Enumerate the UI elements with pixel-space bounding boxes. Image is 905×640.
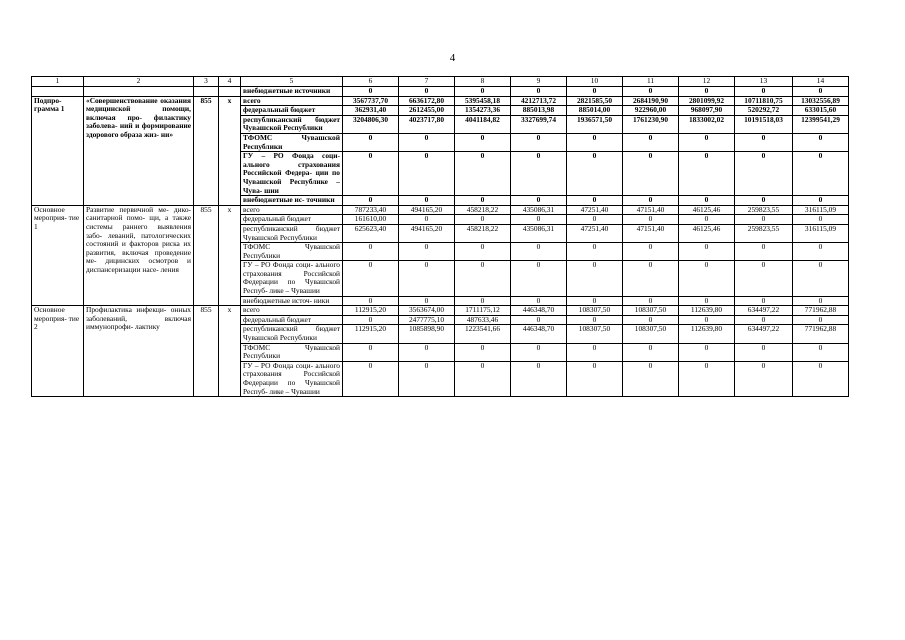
source-cell: ГУ – РО Фонда соци- ального страхования Российской Федерации по Чувашской Респуб- лике – Чувашии [241,261,343,296]
table-row [32,87,849,97]
source-cell: федеральный бюджет [241,315,343,325]
value-cell: 0 [679,315,735,325]
value-cell: 6636172,80 [399,96,455,106]
value-cell: 0 [735,152,793,196]
value-cell: 0 [793,315,849,325]
header-row [32,77,849,87]
value-cell: 0 [793,296,849,306]
value-cell: 0 [623,296,679,306]
value-cell: 0 [455,296,511,306]
header-cell: 5 [241,77,343,87]
value-cell: 1354273,36 [455,106,511,116]
value-cell: 112915,20 [343,325,399,343]
value-cell: 1223541,66 [455,325,511,343]
value-cell: 0 [793,133,849,151]
value-cell: 0 [567,296,623,306]
value-cell: 0 [567,343,623,361]
value-cell: 1936571,50 [567,115,623,133]
value-cell: 634497,22 [735,306,793,316]
value-cell: 0 [735,261,793,296]
empty-cell [219,87,241,97]
value-cell: 0 [567,315,623,325]
value-cell: 0 [623,361,679,396]
value-cell: 0 [399,133,455,151]
header-cell: 10 [567,77,623,87]
value-cell: 0 [343,296,399,306]
value-cell: 108307,50 [623,325,679,343]
value-cell: 968097,90 [679,106,735,116]
value-cell: 47251,40 [567,205,623,215]
code-cell: 855 [194,306,219,397]
value-cell: 0 [679,261,735,296]
value-cell: 0 [735,361,793,396]
value-cell: 0 [679,296,735,306]
empty-cell [84,87,194,97]
value-cell: 0 [511,243,567,261]
value-cell: 46125,46 [679,224,735,242]
value-cell: 0 [567,196,623,206]
value-cell: 0 [623,215,679,225]
value-cell: 316115,09 [793,205,849,215]
value-cell: 10711810,75 [735,96,793,106]
value-cell: 112639,80 [679,325,735,343]
table-body [32,77,849,397]
value-cell: 771962,88 [793,325,849,343]
value-cell: 0 [623,243,679,261]
source-cell: внебюджетные источники [241,87,343,97]
financing-table [31,76,849,397]
source-cell: ГУ – РО Фонда соци- ального страхования Российской Федера- ции по Чувашской Республике – Чува- шии [241,152,343,196]
value-cell: 0 [511,343,567,361]
program-type-cell: Основное мероприя- тие 2 [32,306,84,397]
value-cell: 922960,00 [623,106,679,116]
value-cell: 47151,40 [623,205,679,215]
value-cell: 12399541,29 [793,115,849,133]
value-cell: 0 [735,215,793,225]
value-cell: 0 [623,343,679,361]
header-cell: 4 [219,77,241,87]
value-cell: 0 [511,261,567,296]
value-cell: 0 [343,133,399,151]
value-cell: 0 [623,261,679,296]
value-cell: 4023717,80 [399,115,455,133]
value-cell: 0 [455,196,511,206]
value-cell: 0 [567,133,623,151]
value-cell: 0 [567,361,623,396]
value-cell: 112915,20 [343,306,399,316]
source-cell: всего [241,96,343,106]
value-cell: 0 [623,152,679,196]
value-cell: 885014,00 [567,106,623,116]
value-cell: 0 [735,296,793,306]
header-cell: 8 [455,77,511,87]
value-cell: 0 [679,361,735,396]
program-name-cell: Развитие первичной ме- дико-санитарной помо- щи, а также системы раннего выявления забо- леваний, патологических состояний и факторов риска их развития, включая проведение ме- дицинских осмотров и диспансеризации насе- ления [84,205,194,306]
value-cell: 4041184,82 [455,115,511,133]
code-cell: 855 [194,205,219,306]
header-cell: 3 [194,77,219,87]
value-cell: 4212713,72 [511,96,567,106]
value-cell: 108307,50 [567,325,623,343]
value-cell: 3327699,74 [511,115,567,133]
value-cell: 0 [511,152,567,196]
value-cell: 108307,50 [567,306,623,316]
x-cell: x [219,205,241,306]
value-cell: 0 [343,315,399,325]
value-cell: 0 [511,133,567,151]
value-cell: 259823,55 [735,224,793,242]
value-cell: 0 [623,87,679,97]
value-cell: 0 [511,87,567,97]
value-cell: 0 [343,343,399,361]
value-cell: 47151,40 [623,224,679,242]
value-cell: 0 [399,87,455,97]
value-cell: 0 [679,343,735,361]
value-cell: 2821585,50 [567,96,623,106]
header-cell: 2 [84,77,194,87]
value-cell: 0 [735,343,793,361]
x-cell: x [219,96,241,205]
value-cell: 0 [735,196,793,206]
value-cell: 435086,31 [511,224,567,242]
value-cell: 0 [455,215,511,225]
value-cell: 0 [455,361,511,396]
source-cell: ТФОМС Чувашской Республики [241,343,343,361]
program-type-cell: Подпро- грамма 1 [32,96,84,205]
value-cell: 435086,31 [511,205,567,215]
source-cell: ТФОМС Чувашской Республики [241,133,343,151]
value-cell: 0 [793,87,849,97]
header-cell: 12 [679,77,735,87]
value-cell: 3563674,00 [399,306,455,316]
value-cell: 0 [567,243,623,261]
source-cell: республиканский бюджет Чувашской Республики [241,224,343,242]
value-cell: 0 [511,315,567,325]
value-cell: 2612455,00 [399,106,455,116]
source-cell: всего [241,205,343,215]
value-cell: 885013,98 [511,106,567,116]
value-cell: 0 [343,243,399,261]
value-cell: 3204806,30 [343,115,399,133]
value-cell: 10191518,03 [735,115,793,133]
value-cell: 0 [679,196,735,206]
header-cell: 14 [793,77,849,87]
value-cell: 2684190,90 [623,96,679,106]
value-cell: 5395458,18 [455,96,511,106]
table-row [32,306,849,316]
value-cell: 0 [511,196,567,206]
value-cell: 0 [399,361,455,396]
value-cell: 0 [343,87,399,97]
value-cell: 0 [399,215,455,225]
source-cell: всего [241,306,343,316]
value-cell: 0 [735,133,793,151]
value-cell: 108307,50 [623,306,679,316]
value-cell: 0 [679,243,735,261]
header-cell: 9 [511,77,567,87]
value-cell: 0 [399,261,455,296]
empty-cell [194,87,219,97]
value-cell: 0 [343,261,399,296]
header-cell: 11 [623,77,679,87]
header-cell: 13 [735,77,793,87]
value-cell: 1761230,90 [623,115,679,133]
value-cell: 487633,46 [455,315,511,325]
value-cell: 0 [567,87,623,97]
source-cell: федеральный бюджет [241,215,343,225]
value-cell: 161610,00 [343,215,399,225]
value-cell: 787233,40 [343,205,399,215]
value-cell: 494165,20 [399,205,455,215]
value-cell: 458218,22 [455,205,511,215]
value-cell: 0 [623,315,679,325]
value-cell: 0 [511,361,567,396]
program-name-cell: Профилактика инфекци- онных заболеваний, включая иммунопрофи- лактику [84,306,194,397]
x-cell: x [219,306,241,397]
value-cell: 494165,20 [399,224,455,242]
value-cell: 520292,72 [735,106,793,116]
value-cell: 446348,70 [511,306,567,316]
source-cell: внебюджетные источ- ники [241,296,343,306]
value-cell: 0 [735,315,793,325]
value-cell: 259823,55 [735,205,793,215]
value-cell: 0 [455,87,511,97]
value-cell: 0 [399,343,455,361]
value-cell: 0 [623,196,679,206]
value-cell: 0 [455,343,511,361]
value-cell: 112639,80 [679,306,735,316]
value-cell: 0 [399,152,455,196]
value-cell: 0 [511,296,567,306]
source-cell: республиканский бюджет Чувашской Республики [241,115,343,133]
source-cell: внебюджетные ис- точники [241,196,343,206]
value-cell: 0 [793,152,849,196]
value-cell: 0 [679,87,735,97]
value-cell: 0 [511,215,567,225]
value-cell: 0 [735,243,793,261]
value-cell: 316115,09 [793,224,849,242]
value-cell: 0 [455,152,511,196]
value-cell: 0 [455,261,511,296]
source-cell: ТФОМС Чувашской Республики [241,243,343,261]
value-cell: 3567737,70 [343,96,399,106]
value-cell: 1711175,12 [455,306,511,316]
table-row [32,205,849,215]
value-cell: 0 [399,196,455,206]
value-cell: 2801099,92 [679,96,735,106]
value-cell: 0 [399,296,455,306]
value-cell: 0 [679,215,735,225]
value-cell: 0 [679,152,735,196]
value-cell: 0 [343,361,399,396]
program-name-cell: «Совершенствование оказания медицинской помощи, включая про- филактику заболева- ний и формирование здорового образа жиз- ни» [84,96,194,205]
header-cell: 6 [343,77,399,87]
header-cell: 7 [399,77,455,87]
empty-cell [32,87,84,97]
value-cell: 0 [399,243,455,261]
value-cell: 0 [343,152,399,196]
value-cell: 0 [343,196,399,206]
value-cell: 1085898,90 [399,325,455,343]
value-cell: 362931,40 [343,106,399,116]
value-cell: 0 [793,361,849,396]
table-row [32,96,849,106]
value-cell: 771962,88 [793,306,849,316]
value-cell: 0 [567,152,623,196]
header-cell: 1 [32,77,84,87]
value-cell: 0 [679,133,735,151]
value-cell: 2477775,10 [399,315,455,325]
value-cell: 0 [793,243,849,261]
code-cell: 855 [194,96,219,205]
value-cell: 633015,60 [793,106,849,116]
value-cell: 0 [623,133,679,151]
value-cell: 0 [793,215,849,225]
source-cell: республиканский бюджет Чувашской Республики [241,325,343,343]
value-cell: 1833002,02 [679,115,735,133]
value-cell: 0 [735,87,793,97]
value-cell: 47251,40 [567,224,623,242]
source-cell: ГУ – РО Фонда соци- ального страхования Российской Федерации по Чувашской Респуб- лике – Чувашии [241,361,343,396]
value-cell: 0 [567,261,623,296]
value-cell: 46125,46 [679,205,735,215]
value-cell: 0 [793,343,849,361]
value-cell: 0 [455,133,511,151]
value-cell: 458218,22 [455,224,511,242]
value-cell: 13032556,89 [793,96,849,106]
program-type-cell: Основное мероприя- тие 1 [32,205,84,306]
value-cell: 634497,22 [735,325,793,343]
value-cell: 446348,70 [511,325,567,343]
value-cell: 625623,40 [343,224,399,242]
page-number: 4 [449,52,456,64]
value-cell: 0 [567,215,623,225]
value-cell: 0 [455,243,511,261]
source-cell: федеральный бюджет [241,106,343,116]
value-cell: 0 [793,196,849,206]
value-cell: 0 [793,261,849,296]
